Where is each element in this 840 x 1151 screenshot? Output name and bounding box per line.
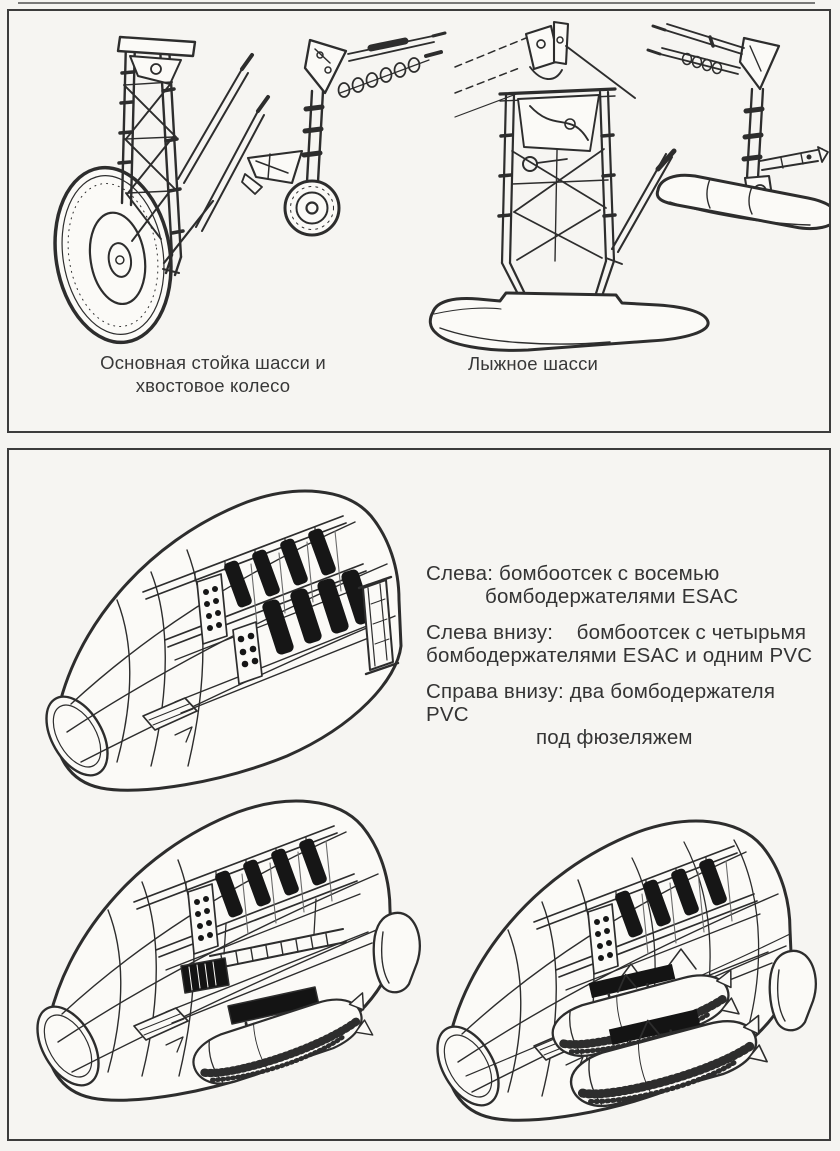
note-four-esac-one-pvc xyxy=(426,621,816,667)
figure-bomb-bay-eight-esac xyxy=(34,491,401,790)
note-eight-esac-line1: Слева: бомбоотсек с восемью xyxy=(426,562,720,585)
bomb-bay-notes xyxy=(426,562,816,762)
figure-tail-ski xyxy=(648,24,829,229)
note-two-pvc-line2: под фюзеляжем xyxy=(536,726,693,749)
caption-main-gear-line2: хвостовое колесо xyxy=(135,375,291,396)
caption-main-gear xyxy=(67,351,359,397)
figure-main-gear xyxy=(43,37,268,351)
caption-ski-gear xyxy=(407,352,659,375)
note-two-pvc xyxy=(426,680,816,749)
note-four-esac-line2: бомбодержателями ESAC и одним PVC xyxy=(426,644,813,667)
figure-bomb-bay-four-esac-one-pvc xyxy=(25,801,420,1100)
note-eight-esac-line2: бомбодержателями ESAC xyxy=(485,585,739,608)
caption-ski-gear-text: Лыжное шасси xyxy=(467,353,599,374)
figure-two-pvc-under-fuselage xyxy=(425,821,816,1120)
caption-main-gear-line1: Основная стойка шасси и xyxy=(100,352,326,373)
page-edge-artifact xyxy=(18,2,815,4)
panel-landing-gear xyxy=(7,9,831,433)
panel-bomb-bay xyxy=(7,448,831,1141)
note-four-esac-line1: Слева внизу: бомбоотсек с четырьмя xyxy=(426,621,807,644)
figure-tail-wheel xyxy=(242,33,445,235)
bomb-bay-figures xyxy=(9,450,829,1138)
note-eight-esac xyxy=(426,562,816,608)
note-two-pvc-line1: Справа внизу: два бомбодержателя PVC xyxy=(426,680,782,726)
